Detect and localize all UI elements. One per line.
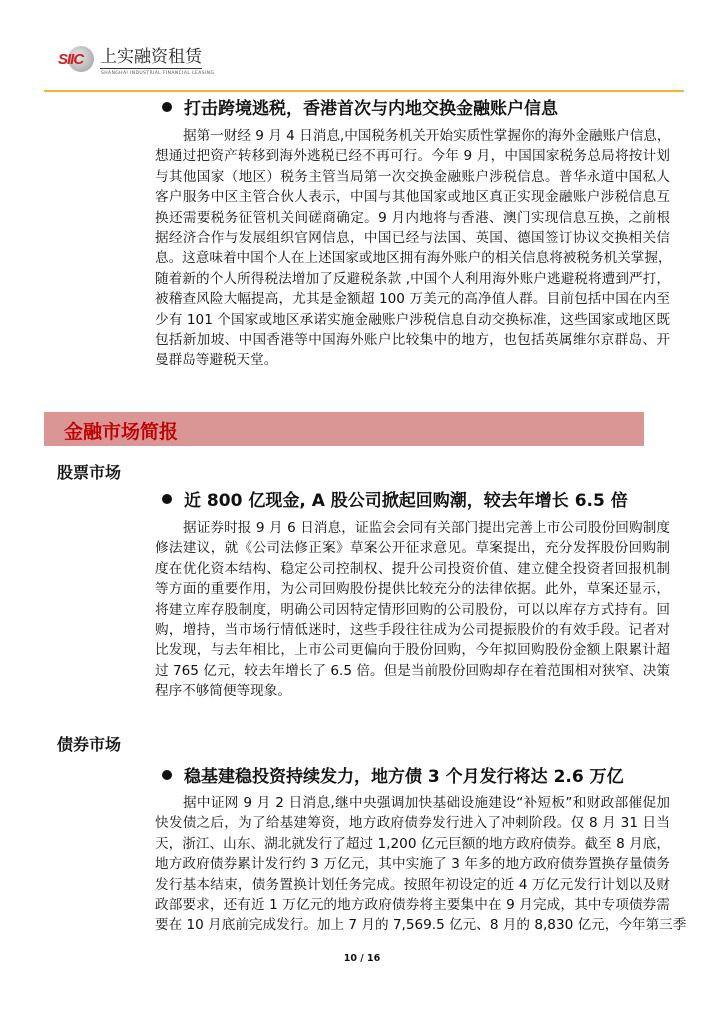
article-body bbox=[155, 793, 687, 936]
text-line: 程序不够简便等现象。 bbox=[155, 683, 291, 700]
article-title-text: 近 800 亿现金, A 股公司掀起回购潮，较去年增长 6.5 倍 bbox=[184, 491, 628, 511]
text-line: 购，增持，当市场行情低迷时，这些手段往往成为公司提振股价的有效手段。记者对 bbox=[155, 621, 670, 638]
text-line: 据证券时报 9 月 6 日消息，证监会会同有关部门提出完善上市公司股份回购制度 bbox=[183, 520, 670, 536]
bullet-icon bbox=[162, 770, 172, 780]
text-line: 随着新的个人所得税法增加了反避税条款 ,中国个人利用海外账户逃避税将遭到严打， bbox=[155, 270, 670, 287]
text-line: 据经济合作与发展组织官网信息，中国已经与法国、英国、德国签订协议交换相关信 bbox=[155, 229, 670, 246]
logo-mark: SIIC bbox=[58, 51, 84, 68]
company-name: 上实融资租赁 bbox=[100, 47, 202, 67]
text-line: 要在 10 月底前完成发行。加上 7 月的 7,569.5 亿元、8 月的 8,830 亿元，今年第三季 bbox=[155, 917, 687, 934]
subsection-title: 债券市场 bbox=[57, 735, 122, 754]
company-logo bbox=[58, 44, 228, 80]
text-line: 将建立库存股制度，明确公司因特定情形回购的公司股份，可以以库存方式持有。回 bbox=[155, 601, 670, 618]
text-line: 被稽查风险大幅提高，尤其是金额超 100 万美元的高净值人群。目前包括中国在内至 bbox=[155, 291, 670, 308]
text-line: 天，浙江、山东、湖北就发行了超过 1,200 亿元巨额的地方政府债券。截至 8 月底， bbox=[155, 835, 670, 852]
text-line: 快发债之后，为了给基建筹资，地方政府债券发行进入了冲刺阶段。仅 8 月 31 日当 bbox=[155, 815, 670, 832]
text-line: 包括新加坡、中国香港等中国海外账户比较集中的地方，也包括英属维尔京群岛、开 bbox=[155, 331, 670, 348]
article-body bbox=[155, 126, 670, 371]
page-number: 10 / 16 bbox=[343, 953, 381, 964]
section-title: 金融市场简报 bbox=[64, 421, 179, 443]
text-line: 据中证网 9 月 2 日消息,继中央强调加快基础设施建设“补短板”和财政部催促加 bbox=[183, 795, 670, 811]
header-rule bbox=[44, 90, 684, 92]
text-line: 修法建议，就《公司法修正案》草案公开征求意见。草案提出，充分发挥股份回购制 bbox=[155, 540, 670, 557]
article-body bbox=[155, 518, 670, 702]
text-line: 发行基本结束，债务置换计划任务完成。按照年初设定的近 4 万亿元发行计划以及财 bbox=[155, 876, 670, 893]
text-line: 换还需要税务征管机关间磋商确定。9 月内地将与香港、澳门实现信息互换，之前根 bbox=[155, 209, 670, 226]
company-name-en: SHANGHAI INDUSTRIAL FINANCIAL LEASING bbox=[101, 71, 215, 76]
article-title bbox=[162, 486, 628, 511]
text-line: 与其他国家（地区）税务主管当局第一次交换金融账户涉税信息。普华永道中国私人 bbox=[155, 168, 670, 185]
text-line: 度在优化资本结构、稳定公司控制权、提升公司投资价值、建立健全投资者回报机制 bbox=[155, 560, 670, 577]
text-line: 想通过把资产转移到海外逃税已经不再可行。今年 9 月，中国国家税务总局将按计划 bbox=[155, 148, 670, 165]
text-line: 比发现，与去年相比，上市公司更偏向于股份回购，今年拟回购股份金额上限累计超 bbox=[155, 642, 670, 659]
subsection-title: 股票市场 bbox=[57, 463, 122, 482]
article-title-text: 打击跨境逃税，香港首次与内地交换金融账户信息 bbox=[184, 99, 558, 119]
text-line: 地方政府债券累计发行约 3 万亿元，其中实施了 3 年多的地方政府债券置换存量债务 bbox=[155, 856, 670, 873]
text-line: 据第一财经 9 月 4 日消息,中国税务机关开始实质性掌握你的海外金融账户信息， bbox=[183, 128, 671, 144]
text-line: 过 765 亿元，较去年增长了 6.5 倍。但是当前股份回购却存在着范围相对狭窄、决策 bbox=[155, 662, 670, 679]
bullet-icon bbox=[162, 102, 172, 112]
text-line: 息。这意味着中国个人在上述国家或地区拥有海外账户的相关信息将被税务机关掌握， bbox=[155, 250, 672, 267]
article-title bbox=[162, 94, 558, 119]
text-line: 等方面的重要作用，为公司回购股份提供比较充分的法律依据。此外，草案还显示， bbox=[155, 581, 670, 598]
text-line: 政部要求，还有近 1 万亿元的地方政府债券将主要集中在 9 月完成，其中专项债券需 bbox=[155, 896, 670, 913]
text-line: 客户服务中区主管合伙人表示，中国与其他国家或地区真正实现金融账户涉税信息互 bbox=[155, 189, 670, 206]
text-line: 少有 101 个国家或地区承诺实施金融账户涉税信息自动交换标准，这些国家或地区既 bbox=[155, 311, 670, 328]
article-title bbox=[162, 762, 624, 787]
text-line: 曼群岛等避税天堂。 bbox=[155, 352, 278, 369]
article-title-text: 稳基建稳投资持续发力，地方债 3 个月发行将达 2.6 万亿 bbox=[184, 767, 624, 787]
bullet-icon bbox=[162, 494, 172, 504]
section-banner bbox=[44, 412, 644, 446]
